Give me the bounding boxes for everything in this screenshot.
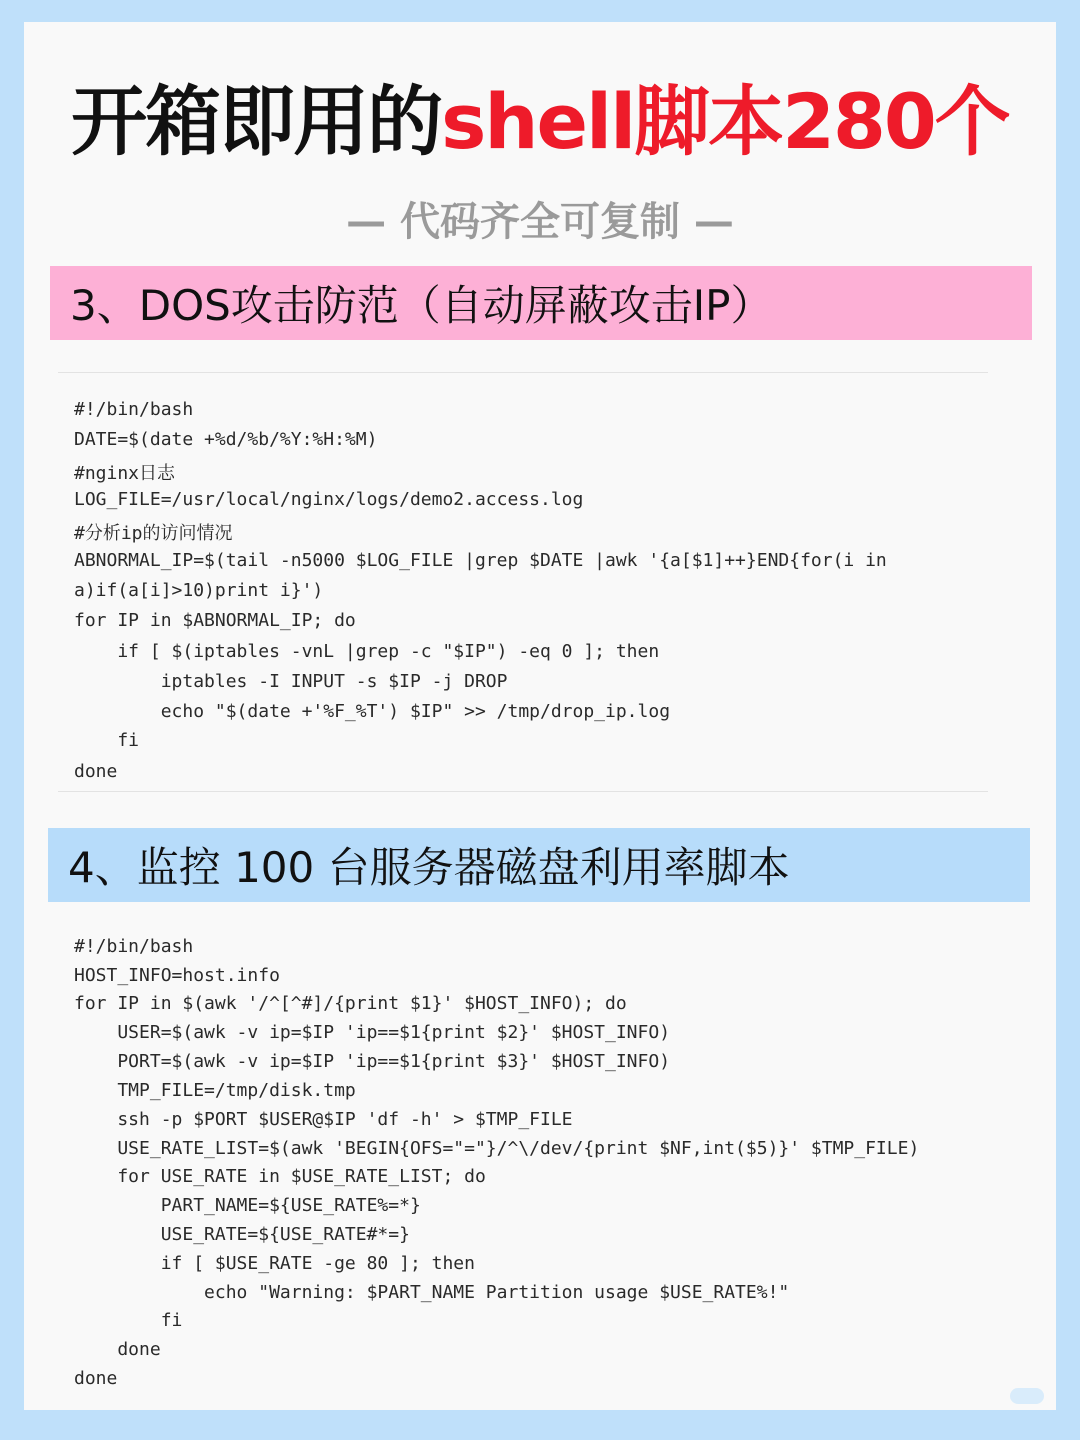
page-title [24, 77, 1056, 166]
code-line: DATE=$(date +%d/%b/%Y:%H:%M) [74, 429, 378, 450]
code-line: TMP_FILE=/tmp/disk.tmp [74, 1080, 356, 1101]
corner-decoration [1010, 1388, 1044, 1404]
code-line: PART_NAME=${USE_RATE%=*} [74, 1195, 421, 1216]
code-line: iptables -I INPUT -s $IP -j DROP [74, 671, 508, 692]
title-black-part: 开箱即用的 [71, 77, 442, 166]
code-line: if [ $(iptables -vnL |grep -c "$IP") -eq 0 ]; then [74, 641, 660, 662]
code-line: ABNORMAL_IP=$(tail -n5000 $LOG_FILE |grep $DATE |awk '{a[$1]++}END{for(i in [74, 550, 887, 571]
code-line: for IP in $(awk '/^[^#]/{print $1}' $HOST_INFO); do [74, 993, 627, 1014]
code-line: USE_RATE_LIST=$(awk 'BEGIN{OFS="="}/^\/dev/{print $NF,int($5)}' $TMP_FILE) [74, 1138, 920, 1159]
code-line: for IP in $ABNORMAL_IP; do [74, 610, 356, 631]
title-red-part: shell脚本280个 [441, 77, 1009, 166]
code-line: #nginx日志 [74, 463, 176, 484]
section-heading-disk-monitor: 4、监控 100 台服务器磁盘利用率脚本 [48, 828, 1030, 902]
code-line: echo "$(date +'%F_%T') $IP" >> /tmp/drop_ip.log [74, 701, 671, 722]
code-line: a)if(a[i]>10)print i}') [74, 580, 324, 601]
code-line: HOST_INFO=host.info [74, 965, 280, 986]
code-line: fi [74, 730, 140, 751]
section-heading-dos: 3、DOS攻击防范（自动屏蔽攻击IP） [50, 266, 1032, 340]
code-line: for USE_RATE in $USE_RATE_LIST; do [74, 1166, 486, 1187]
code-line: USE_RATE=${USE_RATE#*=} [74, 1224, 410, 1245]
content-card [24, 22, 1056, 1410]
code-line: done [74, 1339, 161, 1360]
code-line: if [ $USE_RATE -ge 80 ]; then [74, 1253, 475, 1274]
code-line: USER=$(awk -v ip=$IP 'ip==$1{print $2}' $HOST_INFO) [74, 1022, 671, 1043]
code-block-dos [58, 372, 988, 792]
code-line: done [74, 1368, 118, 1389]
code-line: ssh -p $PORT $USER@$IP 'df -h' > $TMP_FILE [74, 1109, 573, 1130]
code-line: #!/bin/bash [74, 399, 194, 420]
code-line: #!/bin/bash [74, 936, 194, 957]
code-line: echo "Warning: $PART_NAME Partition usage $USE_RATE%!" [74, 1282, 790, 1303]
page-subtitle: — 代码齐全可复制 — [346, 199, 734, 245]
code-line: fi [74, 1310, 183, 1331]
code-block-disk-monitor [58, 928, 988, 1398]
code-line: PORT=$(awk -v ip=$IP 'ip==$1{print $3}' $HOST_INFO) [74, 1051, 671, 1072]
code-line: done [74, 761, 118, 782]
code-line: LOG_FILE=/usr/local/nginx/logs/demo2.access.log [74, 489, 584, 510]
code-line: #分析ip的访问情况 [74, 523, 233, 544]
